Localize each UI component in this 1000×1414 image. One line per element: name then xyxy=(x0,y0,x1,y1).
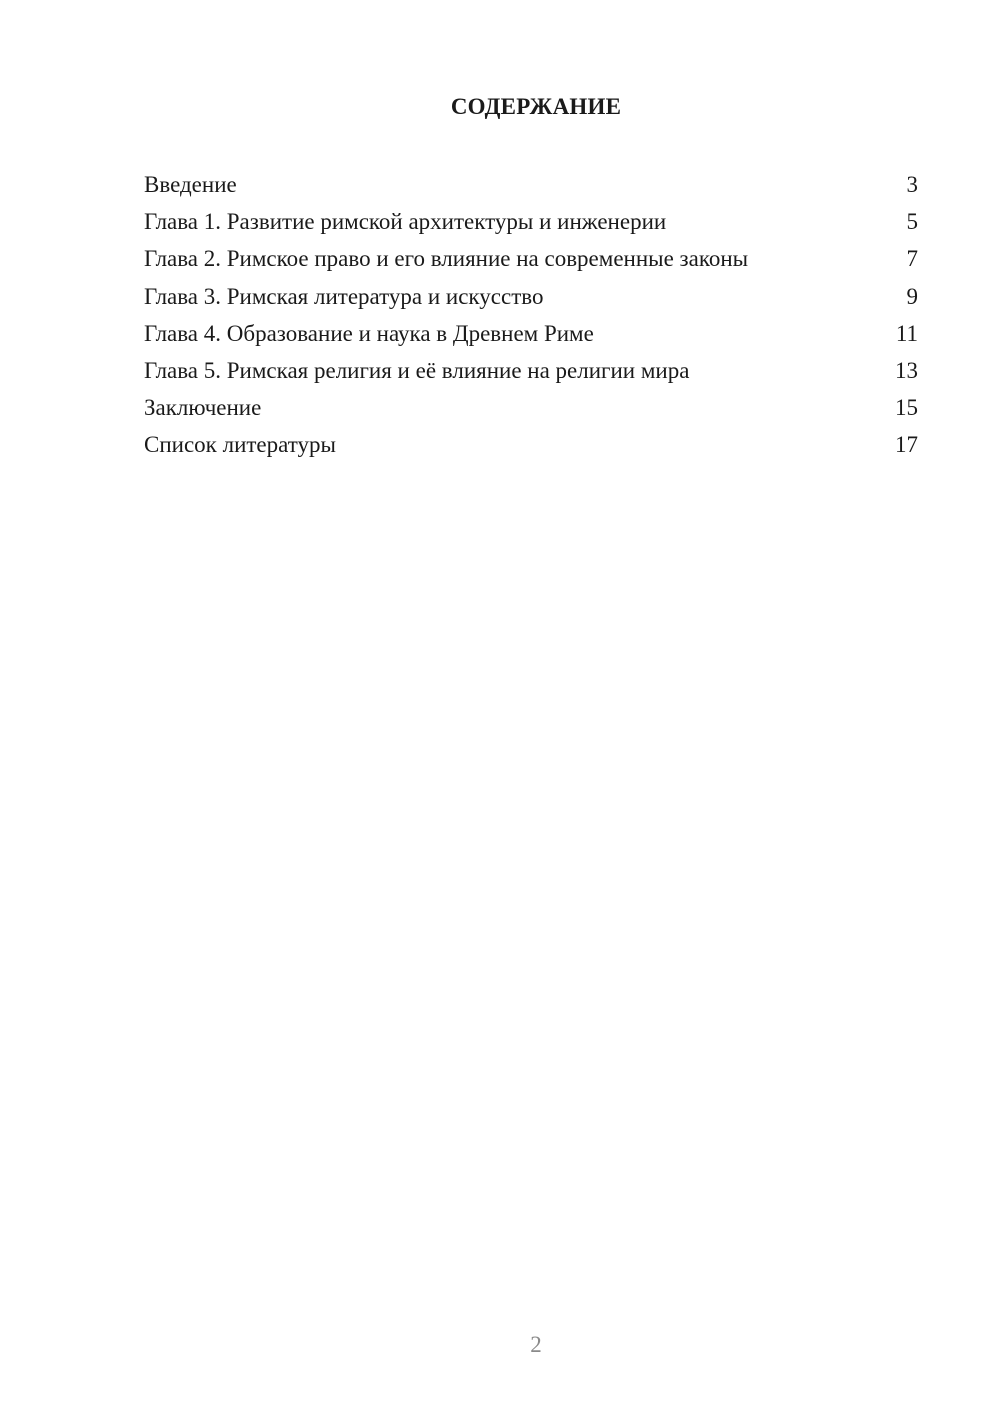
toc-item-label: Глава 3. Римская литература и искусство xyxy=(144,283,544,309)
toc-item-chapter-4[interactable] xyxy=(144,317,918,354)
toc-item-chapter-2[interactable] xyxy=(144,242,918,279)
toc-item-label: Список литературы xyxy=(144,432,336,458)
toc-item-label: Глава 2. Римское право и его влияние на современные законы xyxy=(144,246,749,272)
toc-item-page: 13 xyxy=(895,357,918,383)
toc-list xyxy=(144,168,918,466)
toc-item-label: Глава 1. Развитие римской архитектуры и инженерии xyxy=(144,209,667,235)
toc-item-label: Заключение xyxy=(144,395,262,421)
toc-item-page: 17 xyxy=(895,432,918,458)
toc-item-page: 9 xyxy=(906,283,918,309)
toc-item-page: 7 xyxy=(906,246,918,272)
page-number: 2 xyxy=(530,1332,542,1357)
toc-item-page: 3 xyxy=(906,172,918,197)
toc-item-references[interactable] xyxy=(144,428,918,465)
toc-item-page: 15 xyxy=(895,395,918,421)
toc-item-conclusion[interactable] xyxy=(144,391,918,428)
toc-item-introduction[interactable] xyxy=(144,168,918,205)
toc-title: СОДЕРЖАНИЕ xyxy=(450,94,622,119)
toc-item-chapter-1[interactable] xyxy=(144,205,918,242)
toc-item-page: 11 xyxy=(895,320,918,346)
toc-item-chapter-3[interactable] xyxy=(144,280,918,317)
toc-item-label: Введение xyxy=(144,172,237,197)
toc-item-label: Глава 4. Образование и наука в Древнем Риме xyxy=(144,320,594,346)
toc-item-chapter-5[interactable] xyxy=(144,354,918,391)
toc-item-page: 5 xyxy=(906,209,918,235)
toc-item-label: Глава 5. Римская религия и её влияние на религии мира xyxy=(144,357,690,383)
